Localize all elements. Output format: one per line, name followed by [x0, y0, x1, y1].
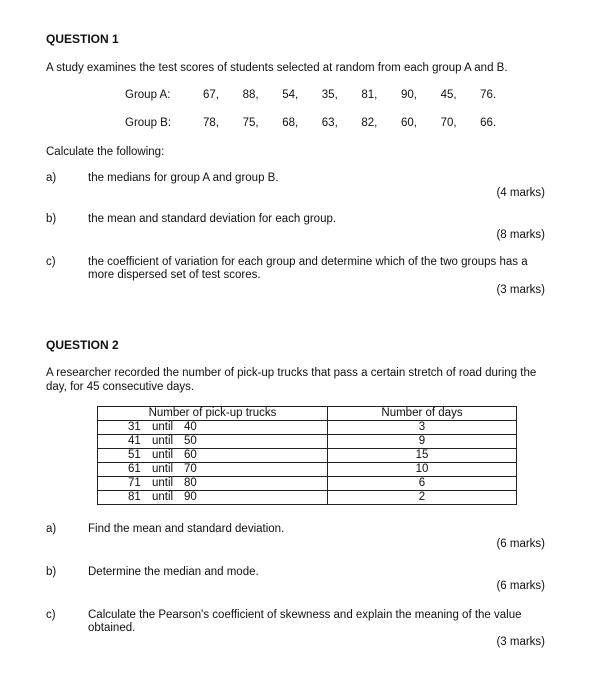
frequency-table	[97, 406, 517, 505]
col-header-trucks: Number of pick-up trucks	[98, 407, 328, 421]
group-a-score: 88,	[242, 89, 259, 101]
group-b-score: 75,	[242, 117, 259, 129]
group-a-score: 35,	[321, 89, 338, 101]
group-a-score: 90,	[400, 89, 417, 101]
table-header-row	[98, 407, 517, 421]
group-a-row	[125, 89, 520, 101]
q1-part-c-text: the coefficient of variation for each group and determine which of the two groups has a more dispersed set of test scores.	[88, 256, 528, 281]
group-b-label: Group B:	[125, 117, 172, 129]
question-2-title: QUESTION 2	[46, 338, 119, 352]
table-row	[98, 421, 517, 435]
group-b-score: 66.	[480, 117, 497, 129]
class-interval: 81 until 90	[98, 491, 328, 505]
table-row	[98, 449, 517, 463]
q1-part-c-label: c)	[46, 256, 56, 268]
class-interval: 31 until 40	[98, 421, 328, 435]
table-row	[98, 491, 517, 505]
group-a-score: 76.	[480, 89, 497, 101]
group-b-row	[125, 117, 520, 129]
q1-instruction: Calculate the following:	[46, 146, 165, 158]
col-header-days: Number of days	[328, 407, 517, 421]
q2-part-b-label: b)	[46, 566, 57, 578]
days-count: 15	[328, 449, 517, 463]
table-row	[98, 435, 517, 449]
question-1-intro: A study examines the test scores of students selected at random from each group A and B.	[46, 62, 508, 74]
group-a-label: Group A:	[125, 89, 171, 101]
q1-part-b-text: the mean and standard deviation for each group.	[88, 213, 337, 225]
class-interval: 51 until 60	[98, 449, 328, 463]
group-a-score: 67,	[203, 89, 219, 101]
q1-part-b-marks: (8 marks)	[496, 229, 545, 241]
q1-part-c-marks: (3 marks)	[496, 284, 545, 296]
days-count: 3	[328, 421, 517, 435]
table-row	[98, 477, 517, 491]
group-b-score: 68,	[282, 117, 299, 129]
group-a-score: 81,	[361, 89, 378, 101]
q1-part-a-label: a)	[46, 172, 57, 184]
q2-part-c-text: Calculate the Pearson's coefficient of skewness and explain the meaning of the value obtained.	[88, 609, 522, 634]
class-interval: 41 until 50	[98, 435, 328, 449]
days-count: 9	[328, 435, 517, 449]
group-b-score: 63,	[321, 117, 338, 129]
question-1-title: QUESTION 1	[46, 32, 119, 46]
days-count: 10	[328, 463, 517, 477]
group-b-score: 60,	[400, 117, 417, 129]
q2-part-a-label: a)	[46, 523, 57, 535]
group-b-score: 70,	[440, 117, 457, 129]
days-count: 6	[328, 477, 517, 491]
group-a-score: 54,	[282, 89, 299, 101]
question-2-intro: A researcher recorded the number of pick-up trucks that pass a certain stretch of road during the day, for 45 consecutive days.	[46, 367, 537, 393]
q2-part-b-marks: (6 marks)	[496, 580, 545, 592]
group-b-score: 82,	[361, 117, 378, 129]
q2-part-a-marks: (6 marks)	[496, 538, 545, 550]
q1-part-a-marks: (4 marks)	[496, 187, 545, 199]
group-b-score: 78,	[203, 117, 219, 129]
class-interval: 71 until 80	[98, 477, 328, 491]
q1-part-a-text: the medians for group A and group B.	[88, 172, 279, 184]
q2-part-b-text: Determine the median and mode.	[88, 566, 259, 578]
group-a-score: 45,	[440, 89, 457, 101]
q2-part-a-text: Find the mean and standard deviation.	[88, 523, 285, 535]
q2-part-c-label: c)	[46, 609, 56, 621]
days-count: 2	[328, 491, 517, 505]
table-row	[98, 463, 517, 477]
q2-part-c-marks: (3 marks)	[496, 636, 545, 648]
q1-part-b-label: b)	[46, 213, 57, 225]
class-interval: 61 until 70	[98, 463, 328, 477]
